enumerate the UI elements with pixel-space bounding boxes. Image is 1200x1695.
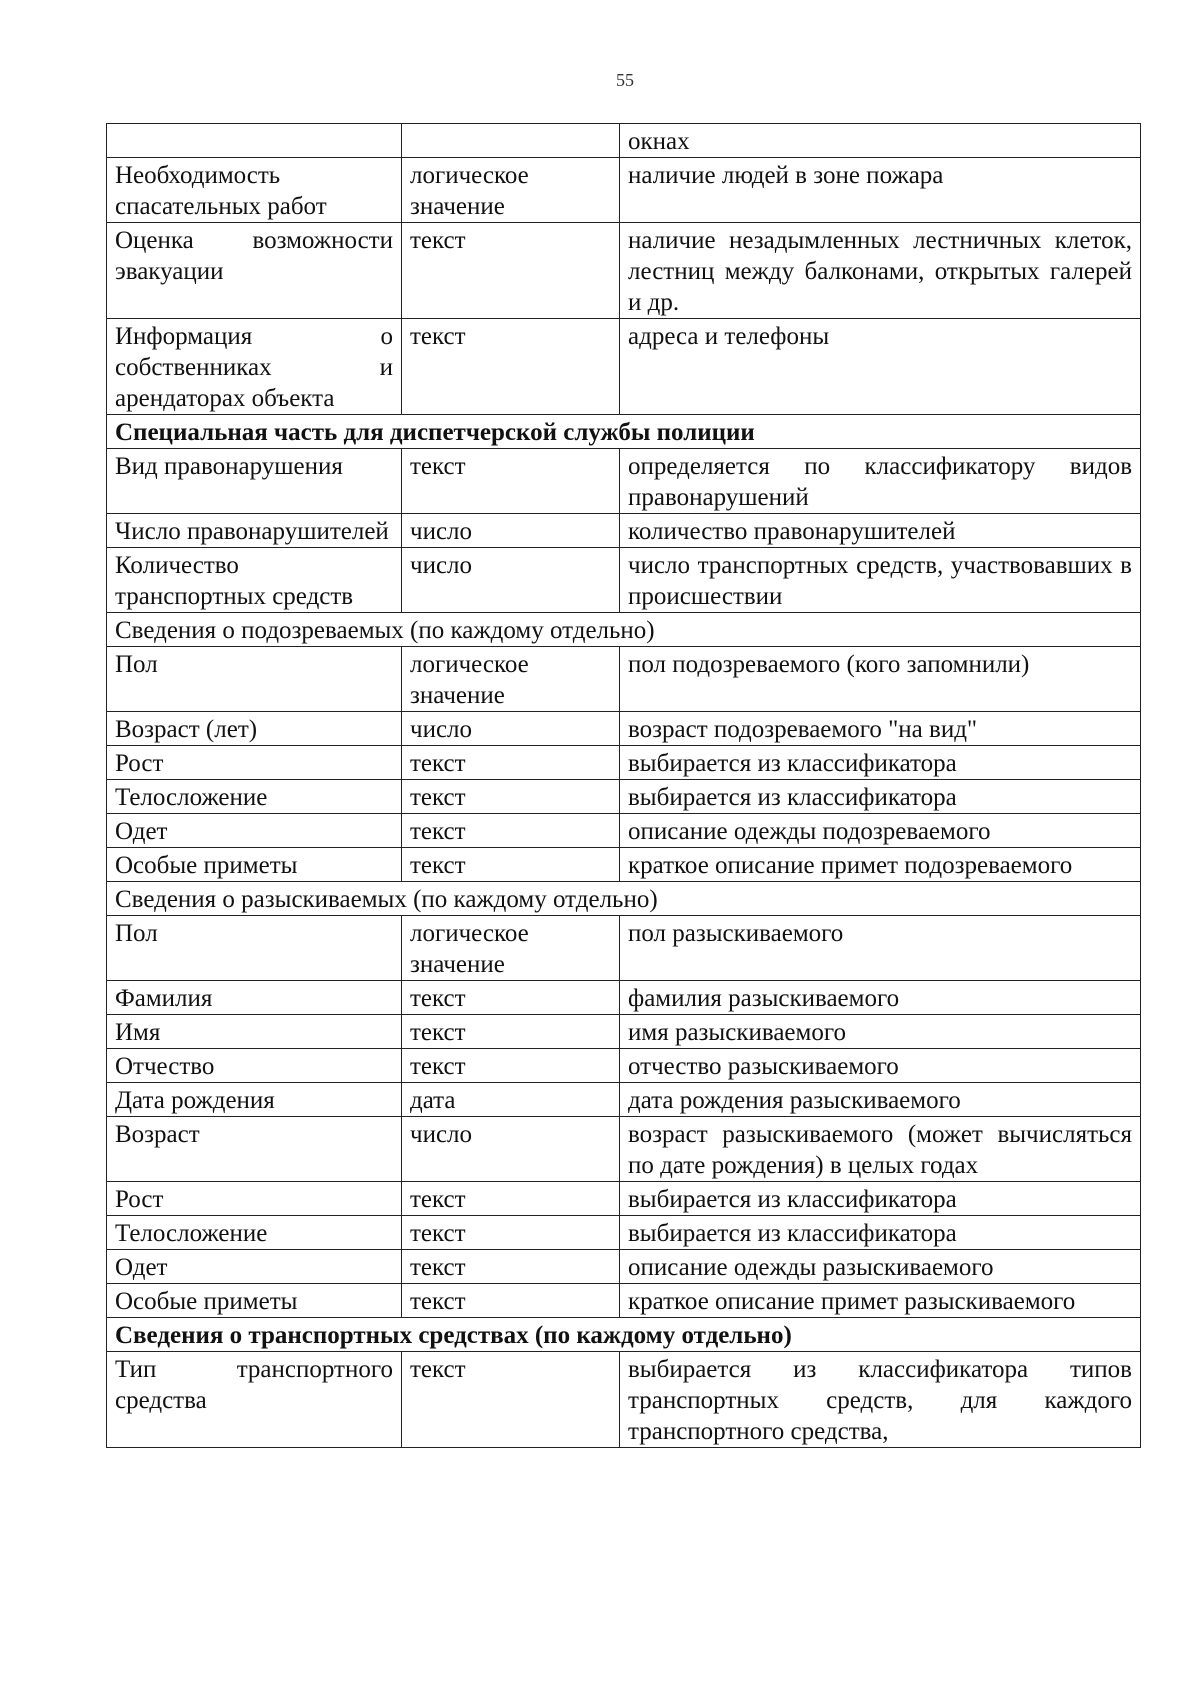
field-type-cell: текст: [402, 814, 620, 848]
field-description-cell: выбирается из классификатора: [620, 1182, 1141, 1216]
field-type-cell: текст: [402, 1216, 620, 1250]
field-name-cell: Пол: [107, 647, 402, 712]
table-body: [107, 124, 1141, 1448]
field-description-cell: отчество разыскиваемого: [620, 1049, 1141, 1083]
table-row: [107, 1250, 1141, 1284]
field-name-cell: Дата рождения: [107, 1083, 402, 1117]
field-name-cell: Оценка возможности эвакуации: [107, 223, 402, 319]
field-description-cell: пол разыскиваемого: [620, 916, 1141, 981]
field-name-cell: Необходимость спасательных работ: [107, 158, 402, 223]
field-type-cell: число: [402, 548, 620, 613]
field-name-cell: Одет: [107, 1250, 402, 1284]
table-row: [107, 916, 1141, 981]
section-heading: Специальная часть для диспетчерской службы полиции: [107, 415, 1141, 449]
field-type-cell: текст: [402, 1284, 620, 1318]
table-row: [107, 1284, 1141, 1318]
field-description-cell: описание одежды подозреваемого: [620, 814, 1141, 848]
field-name-cell: Отчество: [107, 1049, 402, 1083]
field-name-cell: Рост: [107, 1182, 402, 1216]
subsection-heading: Сведения о разыскиваемых (по каждому отдельно): [107, 882, 1141, 916]
table-row: [107, 647, 1141, 712]
field-type-cell: дата: [402, 1083, 620, 1117]
table-row: [107, 158, 1141, 223]
table-row: [107, 981, 1141, 1015]
subsection-header-row: [107, 613, 1141, 647]
subsection-header-row: [107, 882, 1141, 916]
field-type-cell: текст: [402, 223, 620, 319]
field-type-cell: текст: [402, 319, 620, 415]
field-description-cell: описание одежды разыскиваемого: [620, 1250, 1141, 1284]
section-header-row: [107, 1318, 1141, 1352]
field-description-cell: краткое описание примет разыскиваемого: [620, 1284, 1141, 1318]
field-description-cell: дата рождения разыскиваемого: [620, 1083, 1141, 1117]
field-description-cell: наличие незадымленных лестничных клеток, лестниц между балконами, открытых галерей и др.: [620, 223, 1141, 319]
field-name-cell: Одет: [107, 814, 402, 848]
field-type-cell: текст: [402, 848, 620, 882]
field-name-cell: Информация о собственниках и арендаторах объекта: [107, 319, 402, 415]
table-row: [107, 548, 1141, 613]
table-row: [107, 319, 1141, 415]
field-type-cell: текст: [402, 1250, 620, 1284]
field-description-cell: число транспортных средств, участвовавших в происшествии: [620, 548, 1141, 613]
table-row: [107, 1182, 1141, 1216]
field-description-cell: выбирается из классификатора типов транспортных средств, для каждого транспортного средства,: [620, 1352, 1141, 1448]
field-name-cell: Возраст: [107, 1117, 402, 1182]
field-description-cell: пол подозреваемого (кого запомнили): [620, 647, 1141, 712]
field-description-cell: адреса и телефоны: [620, 319, 1141, 415]
field-name-cell: Телосложение: [107, 1216, 402, 1250]
data-fields-table: [106, 123, 1141, 1448]
table-row: [107, 223, 1141, 319]
field-type-cell: логическое значение: [402, 158, 620, 223]
field-name-cell: Вид правонарушения: [107, 449, 402, 514]
table-row: [107, 780, 1141, 814]
field-name-cell: Количество транспортных средств: [107, 548, 402, 613]
table-row: [107, 1083, 1141, 1117]
field-name-cell: Особые приметы: [107, 1284, 402, 1318]
field-type-cell: текст: [402, 746, 620, 780]
field-type-cell: логическое значение: [402, 916, 620, 981]
field-type-cell: логическое значение: [402, 647, 620, 712]
field-description-cell: окнах: [620, 124, 1141, 158]
table-row: [107, 1352, 1141, 1448]
field-type-cell: текст: [402, 780, 620, 814]
field-type-cell: текст: [402, 1352, 620, 1448]
field-name-cell: Особые приметы: [107, 848, 402, 882]
field-type-cell: [402, 124, 620, 158]
field-name-cell: Тип транспортного средства: [107, 1352, 402, 1448]
table-row: [107, 1216, 1141, 1250]
field-description-cell: возраст подозреваемого "на вид": [620, 712, 1141, 746]
table-row: [107, 124, 1141, 158]
table-row: [107, 814, 1141, 848]
table-row: [107, 1049, 1141, 1083]
field-description-cell: наличие людей в зоне пожара: [620, 158, 1141, 223]
table-row: [107, 449, 1141, 514]
field-name-cell: Возраст (лет): [107, 712, 402, 746]
field-name-cell: Фамилия: [107, 981, 402, 1015]
field-name-cell: Телосложение: [107, 780, 402, 814]
field-description-cell: выбирается из классификатора: [620, 1216, 1141, 1250]
section-heading: Сведения о транспортных средствах (по каждому отдельно): [107, 1318, 1141, 1352]
table-row: [107, 848, 1141, 882]
field-type-cell: текст: [402, 1049, 620, 1083]
page-number: 55: [616, 70, 634, 90]
field-description-cell: имя разыскиваемого: [620, 1015, 1141, 1049]
field-description-cell: выбирается из классификатора: [620, 780, 1141, 814]
table-row: [107, 514, 1141, 548]
field-name-cell: Рост: [107, 746, 402, 780]
field-name-cell: Число правонарушителей: [107, 514, 402, 548]
field-description-cell: краткое описание примет подозреваемого: [620, 848, 1141, 882]
field-description-cell: выбирается из классификатора: [620, 746, 1141, 780]
field-type-cell: текст: [402, 449, 620, 514]
table-row: [107, 746, 1141, 780]
field-name-cell: Пол: [107, 916, 402, 981]
field-name-cell: [107, 124, 402, 158]
field-type-cell: текст: [402, 1015, 620, 1049]
field-type-cell: число: [402, 712, 620, 746]
field-name-cell: Имя: [107, 1015, 402, 1049]
field-description-cell: количество правонарушителей: [620, 514, 1141, 548]
section-header-row: [107, 415, 1141, 449]
table-row: [107, 1117, 1141, 1182]
field-type-cell: текст: [402, 981, 620, 1015]
field-description-cell: фамилия разыскиваемого: [620, 981, 1141, 1015]
field-description-cell: возраст разыскиваемого (может вычисляться по дате рождения) в целых годах: [620, 1117, 1141, 1182]
field-type-cell: число: [402, 1117, 620, 1182]
field-type-cell: число: [402, 514, 620, 548]
table-row: [107, 712, 1141, 746]
field-description-cell: определяется по классификатору видов правонарушений: [620, 449, 1141, 514]
field-type-cell: текст: [402, 1182, 620, 1216]
table-row: [107, 1015, 1141, 1049]
subsection-heading: Сведения о подозреваемых (по каждому отдельно): [107, 613, 1141, 647]
